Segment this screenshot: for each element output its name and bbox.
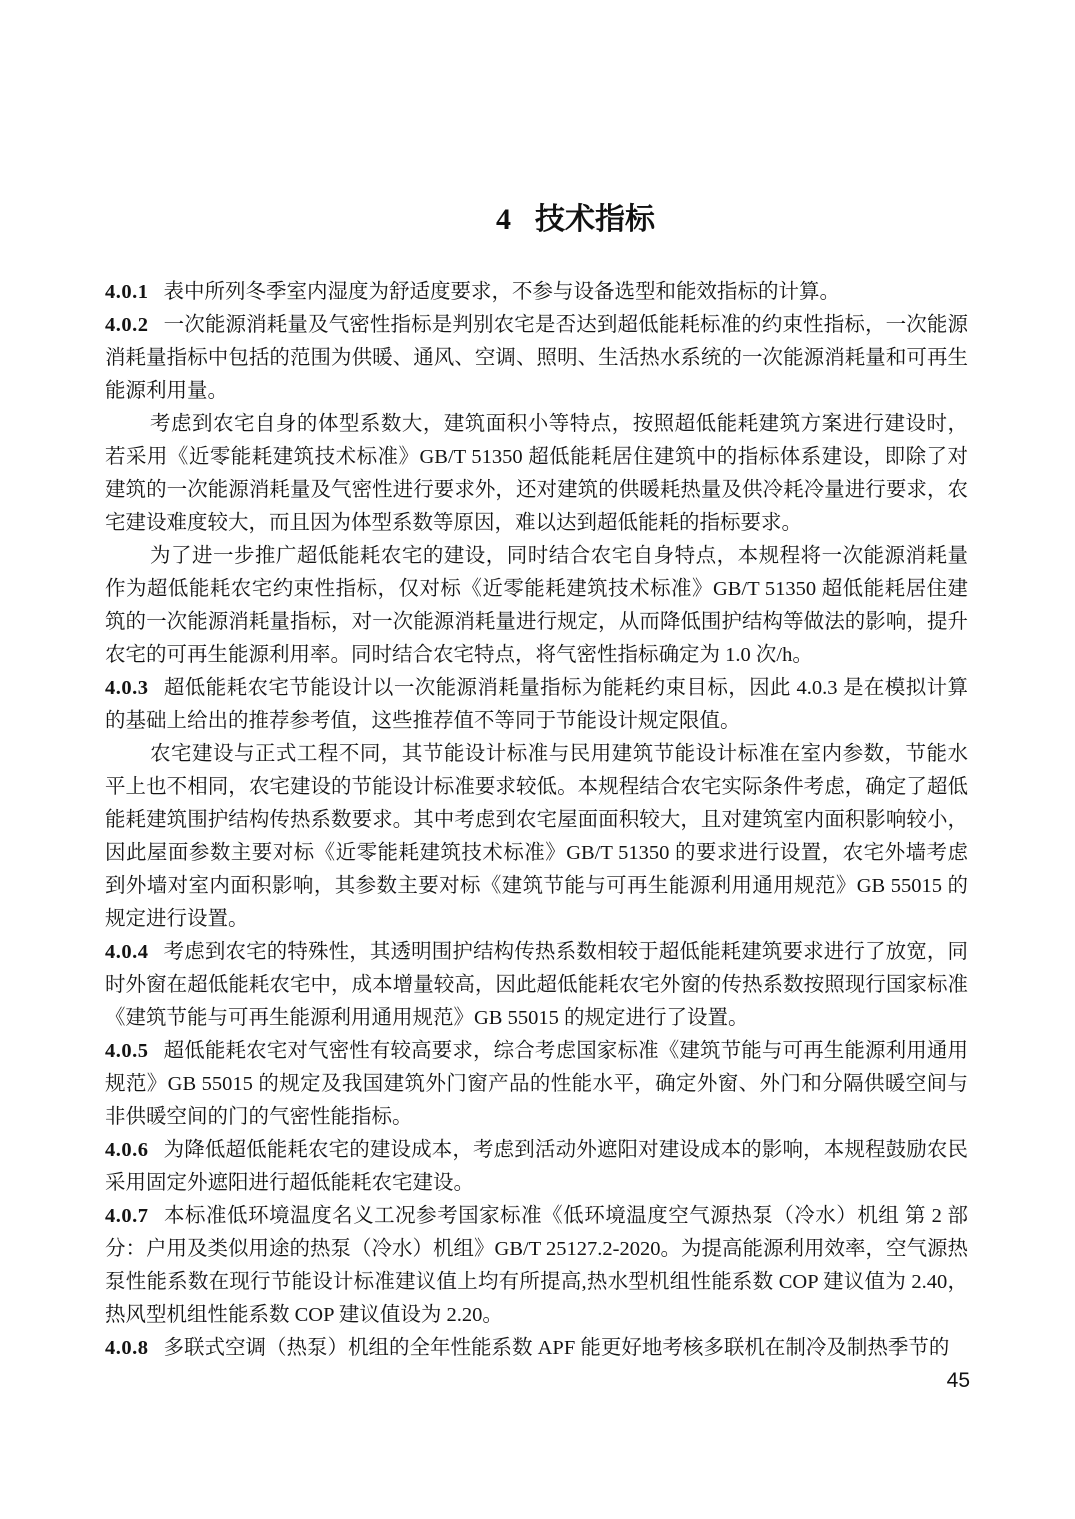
- commentary-paragraph-3: [105, 738, 968, 936]
- clause-number: 4.0.5: [105, 1040, 149, 1062]
- paragraph-text: 考虑到农宅自身的体型系数大，建筑面积小等特点，按照超低能耗建筑方案进行建设时，若采用《近零能耗建筑技术标准》GB/T 51350 超低能耗居住建筑中的指标体系建设，即除了对建筑的一次能源消耗量及气密性进行要求外，还对建筑的供暖耗热量及供冷耗冷量进行要求，农宅建设难度较大，而且因为体型系数等原因，难以达到超低能耗的指标要求。: [105, 413, 968, 534]
- clause-text: 本标准低环境温度名义工况参考国家标准《低环境温度空气源热泵（冷水）机组 第 2 部分：户用及类似用途的热泵（冷水）机组》GB/T 25127.2-2020。为提高能源利用效率，空气源热泵性能系数在现行节能设计标准建议值上均有所提高,热水型机组性能系数 COP 建议值为 2.40，热风型机组性能系数 COP 建议值设为 2.20。: [105, 1205, 968, 1326]
- clause-text: 表中所列冬季室内湿度为舒适度要求，不参与设备选型和能效指标的计算。: [163, 281, 840, 303]
- clause-4-0-7: [105, 1200, 968, 1332]
- clause-4-0-4: [105, 936, 968, 1035]
- clause-number: 4.0.4: [105, 941, 149, 963]
- clause-4-0-5: [105, 1035, 968, 1134]
- chapter-heading-inner: [496, 203, 655, 236]
- clause-4-0-8: [105, 1332, 968, 1365]
- clause-4-0-2: [105, 309, 968, 408]
- clause-number: 4.0.3: [105, 677, 149, 699]
- paragraph-text: 为了进一步推广超低能耗农宅的建设，同时结合农宅自身特点，本规程将一次能源消耗量作为超低能耗农宅约束性指标，仅对标《近零能耗建筑技术标准》GB/T 51350 超低能耗居住建筑的一次能源消耗量指标，对一次能源消耗量进行规定，从而降低围护结构等做法的影响，提升农宅的可再生能源利用率。同时结合农宅特点，将气密性指标确定为 1.0 次/h。: [105, 545, 968, 666]
- clause-number: 4.0.7: [105, 1205, 149, 1227]
- clause-4-0-1: [105, 276, 968, 309]
- clause-number: 4.0.6: [105, 1139, 149, 1161]
- clause-text: 超低能耗农宅对气密性有较高要求，综合考虑国家标准《建筑节能与可再生能源利用通用规范》GB 55015 的规定及我国建筑外门窗产品的性能水平，确定外窗、外门和分隔供暖空间与非供暖空间的门的气密性能指标。: [105, 1040, 968, 1128]
- clause-text: 超低能耗农宅节能设计以一次能源消耗量指标为能耗约束目标，因此 4.0.3 是在模拟计算的基础上给出的推荐参考值，这些推荐值不等同于节能设计规定限值。: [105, 677, 968, 732]
- document-body: [105, 276, 968, 1365]
- page-number: 45: [946, 1369, 970, 1392]
- clause-number: 4.0.1: [105, 281, 149, 303]
- chapter-number: 4: [496, 203, 511, 236]
- commentary-paragraph-1: [105, 408, 968, 540]
- clause-text: 考虑到农宅的特殊性，其透明围护结构传热系数相较于超低能耗建筑要求进行了放宽，同时外窗在超低能耗农宅中，成本增量较高，因此超低能耗农宅外窗的传热系数按照现行国家标准《建筑节能与可再生能源利用通用规范》GB 55015 的规定进行了设置。: [105, 941, 968, 1029]
- clause-number: 4.0.2: [105, 314, 149, 336]
- clause-text: 多联式空调（热泵）机组的全年性能系数 APF 能更好地考核多联机在制冷及制热季节的: [163, 1337, 950, 1359]
- chapter-title-text: 技术指标: [535, 203, 655, 236]
- clause-number: 4.0.8: [105, 1337, 149, 1359]
- paragraph-text: 农宅建设与正式工程不同，其节能设计标准与民用建筑节能设计标准在室内参数，节能水平上也不相同，农宅建设的节能设计标准要求较低。本规程结合农宅实际条件考虑，确定了超低能耗建筑围护结构传热系数要求。其中考虑到农宅屋面面积较大，且对建筑室内面积影响较小，因此屋面参数主要对标《近零能耗建筑技术标准》GB/T 51350 的要求进行设置，农宅外墙考虑到外墙对室内面积影响，其参数主要对标《建筑节能与可再生能源利用通用规范》GB 55015 的规定进行设置。: [105, 743, 968, 930]
- clause-text: 为降低超低能耗农宅的建设成本，考虑到活动外遮阳对建设成本的影响，本规程鼓励农民采用固定外遮阳进行超低能耗农宅建设。: [105, 1139, 968, 1194]
- clause-4-0-3: [105, 672, 968, 738]
- chapter-heading: [105, 201, 968, 239]
- clause-4-0-6: [105, 1134, 968, 1200]
- commentary-paragraph-2: [105, 540, 968, 672]
- clause-text: 一次能源消耗量及气密性指标是判别农宅是否达到超低能耗标准的约束性指标，一次能源消耗量指标中包括的范围为供暖、通风、空调、照明、生活热水系统的一次能源消耗量和可再生能源利用量。: [105, 314, 968, 402]
